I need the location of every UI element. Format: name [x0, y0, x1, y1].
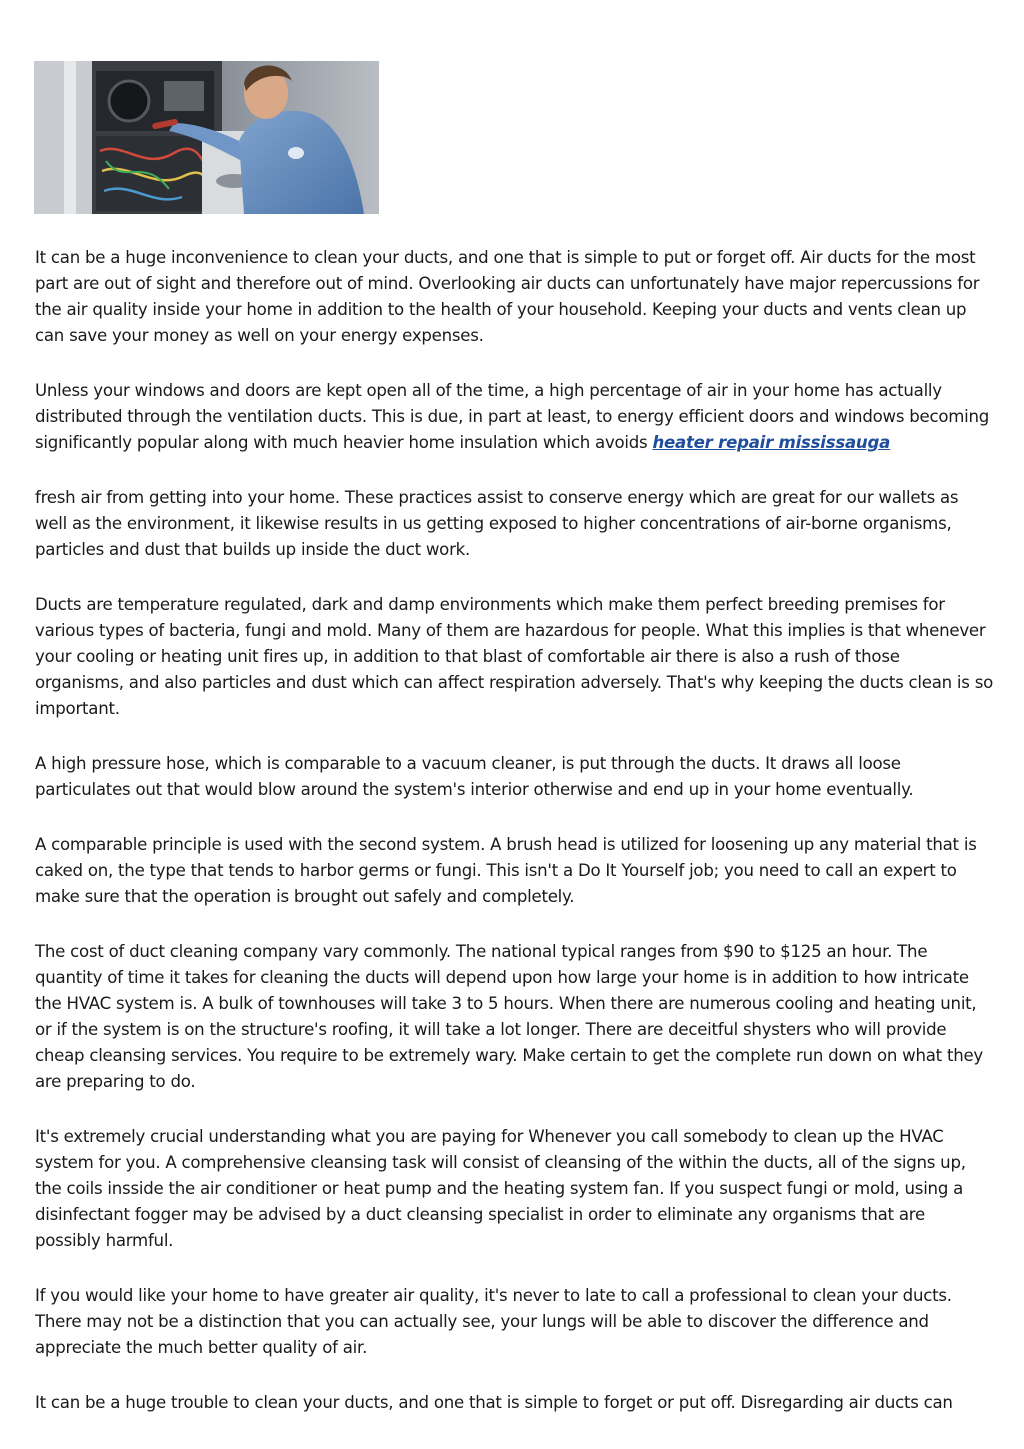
paragraph: It's extremely crucial understanding what you are paying for Whenever you call somebody to clean up the HVAC system for you. A comprehensive cleansing task will consist of cleansing of the within the ducts, all of the signs up, the coils insside the air conditioner or heat pump and the heating system fan. If you suspect fungi or mold, using a disinfectant fogger may be advised by a duct cleansing specialist in order to eliminate any organisms that are possibly harmful. — [35, 1127, 966, 1250]
technician-furnace-photo — [34, 61, 379, 214]
paragraph: It can be a huge trouble to clean your ducts, and one that is simple to forget or put off. Disregarding air ducts can — [35, 1393, 953, 1412]
article-body — [35, 245, 993, 1445]
paragraph-with-link — [35, 378, 993, 456]
paragraph: If you would like your home to have greater air quality, it's never to late to call a professional to clean your ducts. There may not be a distinction that you can actually see, your lungs will be able to discover the difference and appreciate the much better quality of air. — [35, 1286, 952, 1357]
paragraph: A high pressure hose, which is comparable to a vacuum cleaner, is put through the ducts. It draws all loose particulates out that would blow around the system's interior otherwise and end up in your home eventually. — [35, 754, 914, 799]
paragraph: fresh air from getting into your home. These practices assist to conserve energy which are great for our wallets as well as the environment, it likewise results in us getting exposed to higher concentrations of air-borne organisms, particles and dust that builds up inside the duct work. — [35, 488, 959, 559]
heater-repair-link[interactable]: heater repair mississauga — [652, 433, 891, 452]
paragraph-text: Unless your windows and doors are kept open all of the time, a high percentage of air in your home has actually distributed through the ventilation ducts. This is due, in part at least, to energy efficient doors and windows becoming significantly popular along with much heavier home insulation which avoids — [35, 381, 990, 452]
paragraph: A comparable principle is used with the second system. A brush head is utilized for loosening up any material that is caked on, the type that tends to harbor germs or fungi. This isn't a Do It Yourself job; you need to call an expert to make sure that the operation is brought out safely and completely. — [35, 835, 977, 906]
paragraph: It can be a huge inconvenience to clean your ducts, and one that is simple to put or forget off. Air ducts for the most part are out of sight and therefore out of mind. Overlooking air ducts can unfortunately have major repercussions for the air quality inside your home in addition to the health of your household. Keeping your ducts and vents clean up can save your money as well on your energy expenses. — [35, 248, 980, 345]
paragraph: The cost of duct cleaning company vary commonly. The national typical ranges from $90 to $125 an hour. The quantity of time it takes for cleaning the ducts will depend upon how large your home is in addition to how intricate the HVAC system is. A bulk of townhouses will take 3 to 5 hours. When there are numerous cooling and heating unit, or if the system is on the structure's roofing, it will take a lot longer. There are deceitful shysters who will provide cheap cleansing services. You require to be extremely wary. Make certain to get the complete run down on what they are preparing to do. — [35, 942, 983, 1091]
paragraph: Ducts are temperature regulated, dark and damp environments which make them perfect breeding premises for various types of bacteria, fungi and mold. Many of them are hazardous for people. What this implies is that whenever your cooling or heating unit fires up, in addition to that blast of comfortable air there is also a rush of those organisms, and also particles and dust which can affect respiration adversely. That's why keeping the ducts clean is so important. — [35, 595, 994, 718]
photo-illustration — [34, 61, 379, 214]
